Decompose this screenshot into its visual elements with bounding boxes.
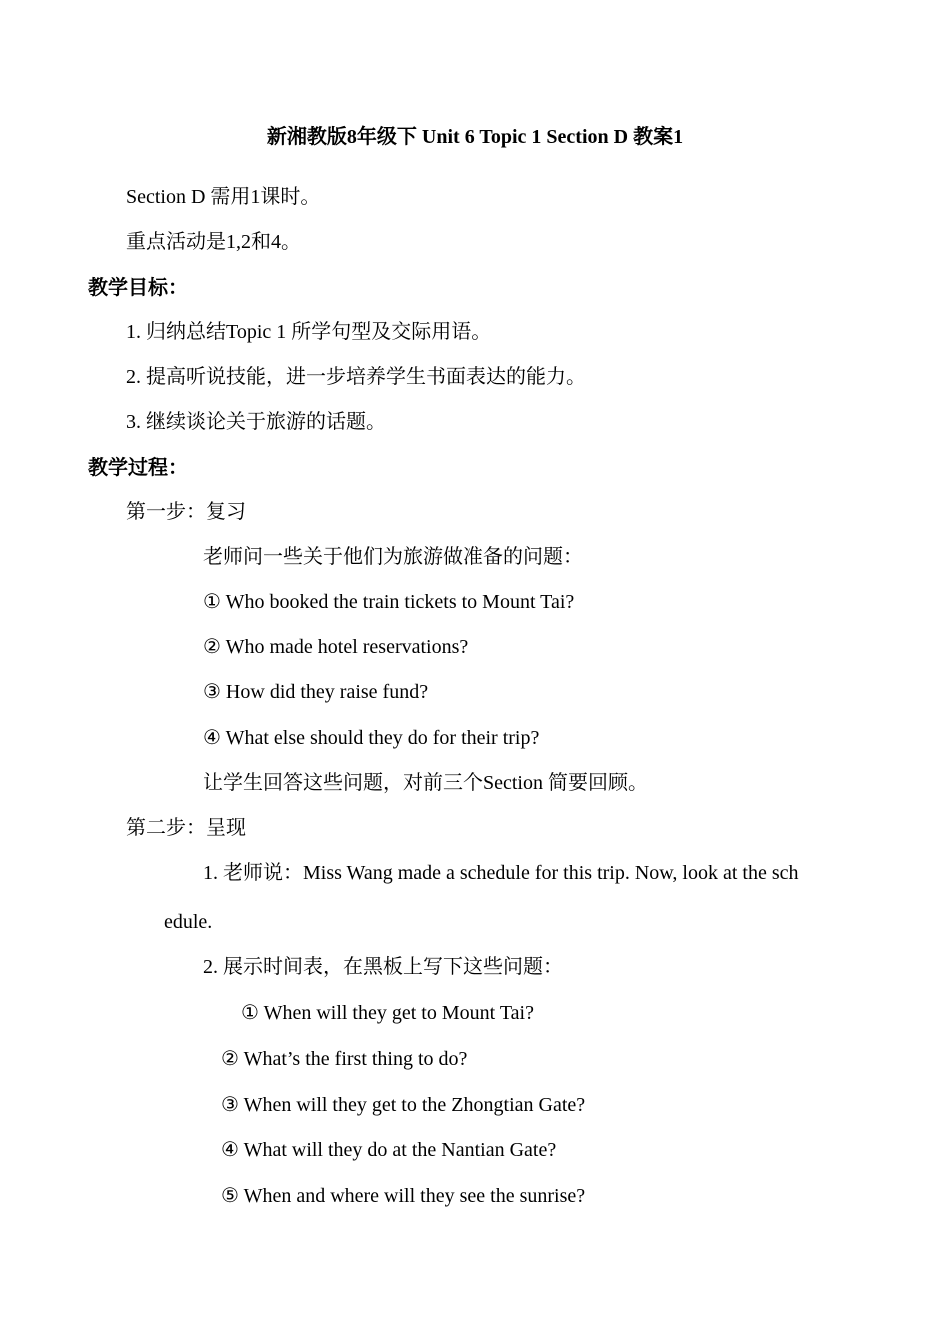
- objective-item-1: 1. 归纳总结Topic 1 所学句型及交际用语。: [126, 321, 492, 343]
- step2-item1-line1: 1. 老师说：Miss Wang made a schedule for this trip. Now, look at the sch: [203, 862, 799, 884]
- intro-class-hours: Section D 需用1课时。: [126, 186, 321, 208]
- step2-question-3: ③ When will they get to the Zhongtian Gate?: [221, 1094, 586, 1116]
- step2-question-2: ② What’s the first thing to do?: [221, 1048, 468, 1070]
- step2-item2: 2. 展示时间表，在黑板上写下这些问题：: [203, 956, 563, 978]
- objective-item-2: 2. 提高听说技能，进一步培养学生书面表达的能力。: [126, 366, 586, 388]
- step1-lead: 老师问一些关于他们为旅游做准备的问题：: [203, 546, 583, 568]
- process-heading: 教学过程：: [88, 457, 188, 479]
- step2-question-5: ⑤ When and where will they see the sunrise?: [221, 1185, 586, 1207]
- step2-item1-line2: edule.: [164, 911, 213, 933]
- step1-followup: 让学生回答这些问题，对前三个Section 简要回顾。: [203, 772, 648, 794]
- document-title: 新湘教版8年级下 Unit 6 Topic 1 Section D 教案1: [266, 126, 684, 148]
- step1-question-1: ① Who booked the train tickets to Mount Tai?: [203, 591, 575, 613]
- objective-item-3: 3. 继续谈论关于旅游的话题。: [126, 411, 386, 433]
- step2-label: 第二步：呈现: [126, 817, 246, 839]
- step1-label: 第一步：复习: [126, 501, 246, 523]
- step1-question-2: ② Who made hotel reservations?: [203, 636, 469, 658]
- step2-question-4: ④ What will they do at the Nantian Gate?: [221, 1139, 557, 1161]
- intro-key-activities: 重点活动是1,2和4。: [126, 231, 301, 253]
- step2-question-1: ① When will they get to Mount Tai?: [241, 1002, 534, 1024]
- step1-question-4: ④ What else should they do for their trip?: [203, 727, 540, 749]
- step1-question-3: ③ How did they raise fund?: [203, 681, 429, 703]
- objectives-heading: 教学目标：: [88, 277, 188, 299]
